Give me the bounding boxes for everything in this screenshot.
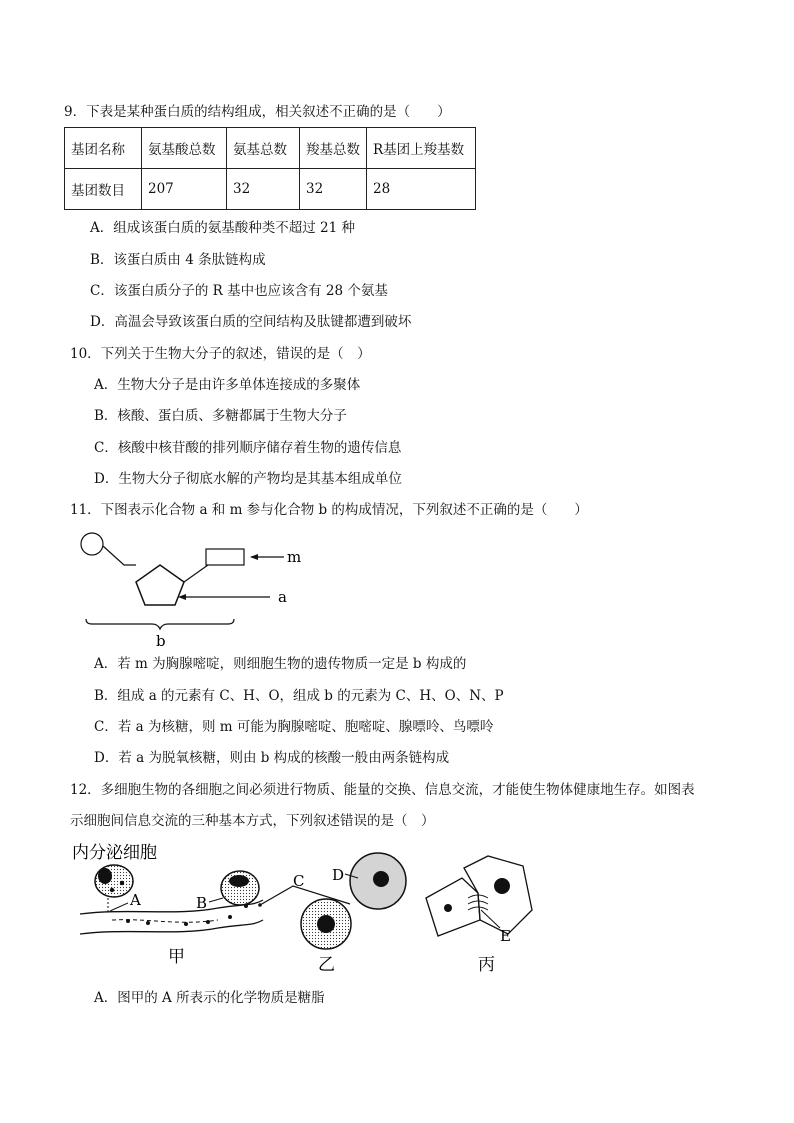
hormone-dot xyxy=(110,888,114,892)
q9-option-c: C．该蛋白质分子的 R 基中也应该含有 28 个氨基 xyxy=(90,283,388,299)
hormone-dot xyxy=(146,921,150,925)
endocrine-nucleus xyxy=(98,868,112,884)
label-jia: 甲 xyxy=(168,947,185,967)
hormone-dot xyxy=(244,904,248,908)
table-cell: 32 xyxy=(300,169,367,210)
table-cell: 32 xyxy=(227,169,300,210)
pointer-A xyxy=(110,903,128,911)
hormone-dot xyxy=(126,919,130,923)
label-yi: 乙 xyxy=(318,955,335,975)
table-cell: 28 xyxy=(367,169,476,210)
right-nucleus xyxy=(494,878,510,894)
signal-nucleus xyxy=(317,915,335,933)
q11-option-c: C．若 a 为核糖，则 m 可能为胸腺嘧啶、胞嘧啶、腺嘌呤、鸟嘌呤 xyxy=(94,719,494,735)
label-bing: 丙 xyxy=(478,955,495,975)
base-bond-line xyxy=(184,565,208,582)
q10-option-c: C．核酸中核苷酸的排列顺序储存着生物的遗传信息 xyxy=(94,440,402,456)
q9-option-d: D．高温会导致该蛋白质的空间结构及肽键都遭到破坏 xyxy=(90,314,412,330)
q10-option-a: A．生物大分子是由许多单体连接成的多聚体 xyxy=(94,377,361,393)
table-header: R基团上羧基数 xyxy=(367,128,476,169)
hormone-dot xyxy=(184,922,188,926)
arrow-m-head xyxy=(250,554,258,560)
q12-stem-line1: 12．多细胞生物的各细胞之间必须进行物质、能量的交换、信息交流，才能使生物体健康地生存。如图表 xyxy=(70,782,695,798)
q9-option-a: A．组成该蛋白质的氨基酸种类不超过 21 种 xyxy=(90,220,356,236)
brace-b xyxy=(86,619,234,629)
left-nucleus xyxy=(444,904,452,912)
table-row-label: 基团数目 xyxy=(65,169,142,210)
table-header: 基团名称 xyxy=(65,128,142,169)
label-a: a xyxy=(278,588,287,606)
label-B: B xyxy=(196,894,208,912)
label-m: m xyxy=(287,548,302,566)
label-b: b xyxy=(156,632,166,650)
q11-stem: 11．下图表示化合物 a 和 m 参与化合物 b 的构成情况，下列叙述不正确的是（ ） xyxy=(70,502,588,518)
nucleotide-diagram xyxy=(70,525,310,650)
label-E: E xyxy=(500,927,511,945)
q11-option-a: A．若 m 为胸腺嘧啶，则细胞生物的遗传物质一定是 b 构成的 xyxy=(94,656,467,672)
pointer-C-dot xyxy=(258,903,262,907)
cell-communication-diagram xyxy=(68,838,548,980)
base-rect xyxy=(206,549,244,565)
q9-table xyxy=(64,127,476,210)
phosphate-circle xyxy=(81,533,103,555)
q10-option-b: B．核酸、蛋白质、多糖都属于生物大分子 xyxy=(94,408,347,424)
phosphate-bond-line xyxy=(103,546,136,565)
q11-option-b: B．组成 a 的元素有 C、H、O，组成 b 的元素为 C、H、O、N、P xyxy=(94,688,504,704)
label-D: D xyxy=(332,866,345,884)
hormone-dot xyxy=(206,920,210,924)
receptor-nucleus xyxy=(373,871,389,887)
q10-option-d: D．生物大分子彻底水解的产物均是其基本组成单位 xyxy=(94,471,402,487)
hormone-dot xyxy=(228,915,232,919)
q12-stem-line2: 示细胞间信息交流的三种基本方式，下列叙述错误的是（ ） xyxy=(70,813,435,829)
label-A: A xyxy=(130,891,141,909)
target-nucleus xyxy=(229,875,249,887)
table-header: 羧基总数 xyxy=(300,128,367,169)
q9-option-b: B．该蛋白质由 4 条肽链构成 xyxy=(90,252,266,268)
table-header: 氨基总数 xyxy=(227,128,300,169)
hormone-dot xyxy=(120,881,124,885)
pointer-B xyxy=(209,898,223,902)
pentose-pentagon xyxy=(136,565,184,605)
table-header: 氨基酸总数 xyxy=(142,128,227,169)
table-cell: 207 xyxy=(142,169,227,210)
label-C: C xyxy=(293,872,305,890)
q11-option-d: D．若 a 为脱氧核糖，则由 b 构成的核酸一般由两条链构成 xyxy=(94,750,450,766)
q12-option-a: A．图甲的 A 所表示的化学物质是糖脂 xyxy=(94,990,325,1006)
endocrine-cell-title: 内分泌细胞 xyxy=(72,843,157,863)
q9-stem: 9．下表是某种蛋白质的结构组成，相关叙述不正确的是（ ） xyxy=(64,104,451,120)
plant-cell-left xyxy=(426,878,480,936)
q10-stem: 10．下列关于生物大分子的叙述，错误的是（ ） xyxy=(70,346,371,362)
